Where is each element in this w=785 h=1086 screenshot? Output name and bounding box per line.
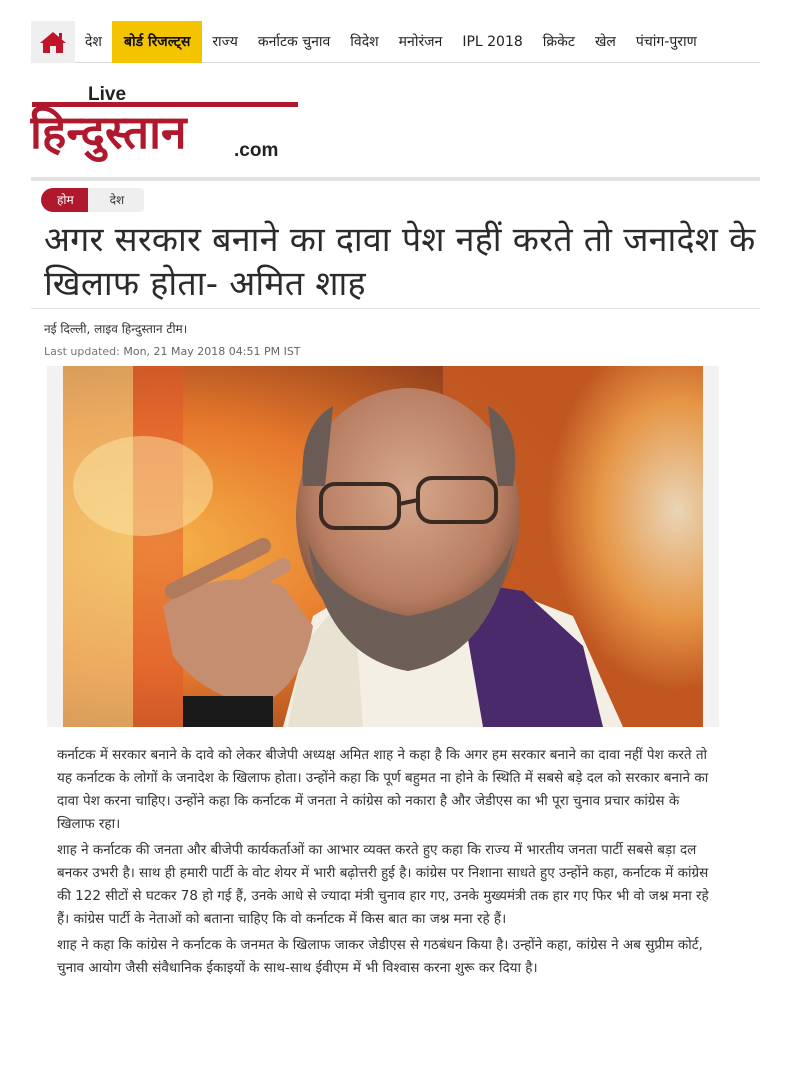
svg-text:Live: Live	[88, 84, 127, 105]
nav-item-desh[interactable]: देश	[85, 33, 102, 50]
nav-item-board-results[interactable]: बोर्ड रिजल्ट्स	[112, 21, 202, 63]
nav-item-manoranjan[interactable]: मनोरंजन	[398, 33, 443, 50]
breadcrumb-home[interactable]: होम	[41, 188, 88, 212]
headline-divider	[31, 308, 760, 309]
header-divider	[31, 177, 760, 181]
article-body	[57, 744, 714, 983]
top-nav	[31, 21, 760, 63]
article-headline: अगर सरकार बनाने का दावा पेश नहीं करते तो जनादेश के खिलाफ होता- अमित शाह	[44, 220, 756, 304]
home-icon	[39, 30, 67, 54]
article-image-frame	[47, 366, 719, 727]
article-paragraph: शाह ने कर्नाटक की जनता और बीजेपी कार्यकर्ताओं का आभार व्यक्त करते हुए कहा कि राज्य में भारतीय जनता पार्टी सबसे बड़ा दल बनकर उभरी है। साथ ही हमारी पार्टी के वोट शेयर में भारी बढ़ोत्तरी हुई है। कांग्रेस पर निशाना साधते हुए उन्होंने कहा, कर्नाटक में कांग्रेस की 122 सीटों से घटकर 78 हो गई हैं, उनके आधे से ज्यादा मंत्री चुनाव हार गए, उनके मुख्यमंत्री तक हार गए फिर भी वो जश्न मना रहे हैं। कांग्रेस पार्टी के नेताओं को बताना चाहिए कि वो कर्नाटक में किस बात का जश्न मना रहे हैं।	[57, 842, 709, 927]
nav-item-videsh[interactable]: विदेश	[350, 33, 379, 50]
breadcrumb	[41, 188, 144, 212]
nav-item-karnataka-chunav[interactable]: कर्नाटक चुनाव	[257, 33, 331, 50]
site-logo[interactable]	[30, 82, 305, 162]
nav-item-rajya[interactable]: राज्य	[212, 33, 238, 50]
article-paragraph: कर्नाटक में सरकार बनाने के दावे को लेकर बीजेपी अध्यक्ष अमित शाह ने कहा है कि अगर हम सरकार बनाने का दावा नहीं पेश करते तो यह कर्नाटक के लोगों के जनादेश के खिलाफ होता। उन्होंने कहा कि पूर्ण बहुमत ना होने के स्थिति में सबसे बड़े दल को सरकार बनाने का दावा पेश करना चाहिए। उन्होंने कहा कि कर्नाटक में जनता ने कांग्रेस को नकारा है और जेडीएस का भी पूरा चुनाव प्रचार कांग्रेस के खिलाफ रहा।	[57, 747, 709, 832]
nav-item-panchang-puran[interactable]: पंचांग-पुराण	[635, 33, 697, 50]
breadcrumb-section[interactable]: देश	[88, 188, 145, 212]
svg-text:.com: .com	[234, 140, 279, 161]
home-button[interactable]	[31, 21, 75, 63]
last-updated-value: Mon, 21 May 2018 04:51 PM IST	[123, 345, 301, 358]
article-byline: नई दिल्ली, लाइव हिन्दुस्तान टीम।	[44, 322, 188, 336]
article-paragraph: शाह ने कहा कि कांग्रेस ने कर्नाटक के जनमत के खिलाफ जाकर जेडीएस से गठबंधन किया है। उन्होंने कहा, कांग्रेस ने अब सुप्रीम कोर्ट, चुनाव आयोग जैसी संवैधानिक ईकाइयों के साथ-साथ ईवीएम में भी विश्वास करना शुरू कर दिया है।	[57, 937, 703, 976]
svg-text:हिन्दुस्तान: हिन्दुस्तान	[30, 105, 187, 159]
last-updated	[44, 345, 301, 358]
article-image	[63, 366, 703, 727]
nav-item-cricket[interactable]: क्रिकेट	[542, 33, 575, 50]
nav-item-ipl-2018[interactable]: IPL 2018	[462, 33, 523, 50]
last-updated-label: Last updated:	[44, 345, 120, 358]
nav-item-khel[interactable]: खेल	[594, 33, 616, 50]
